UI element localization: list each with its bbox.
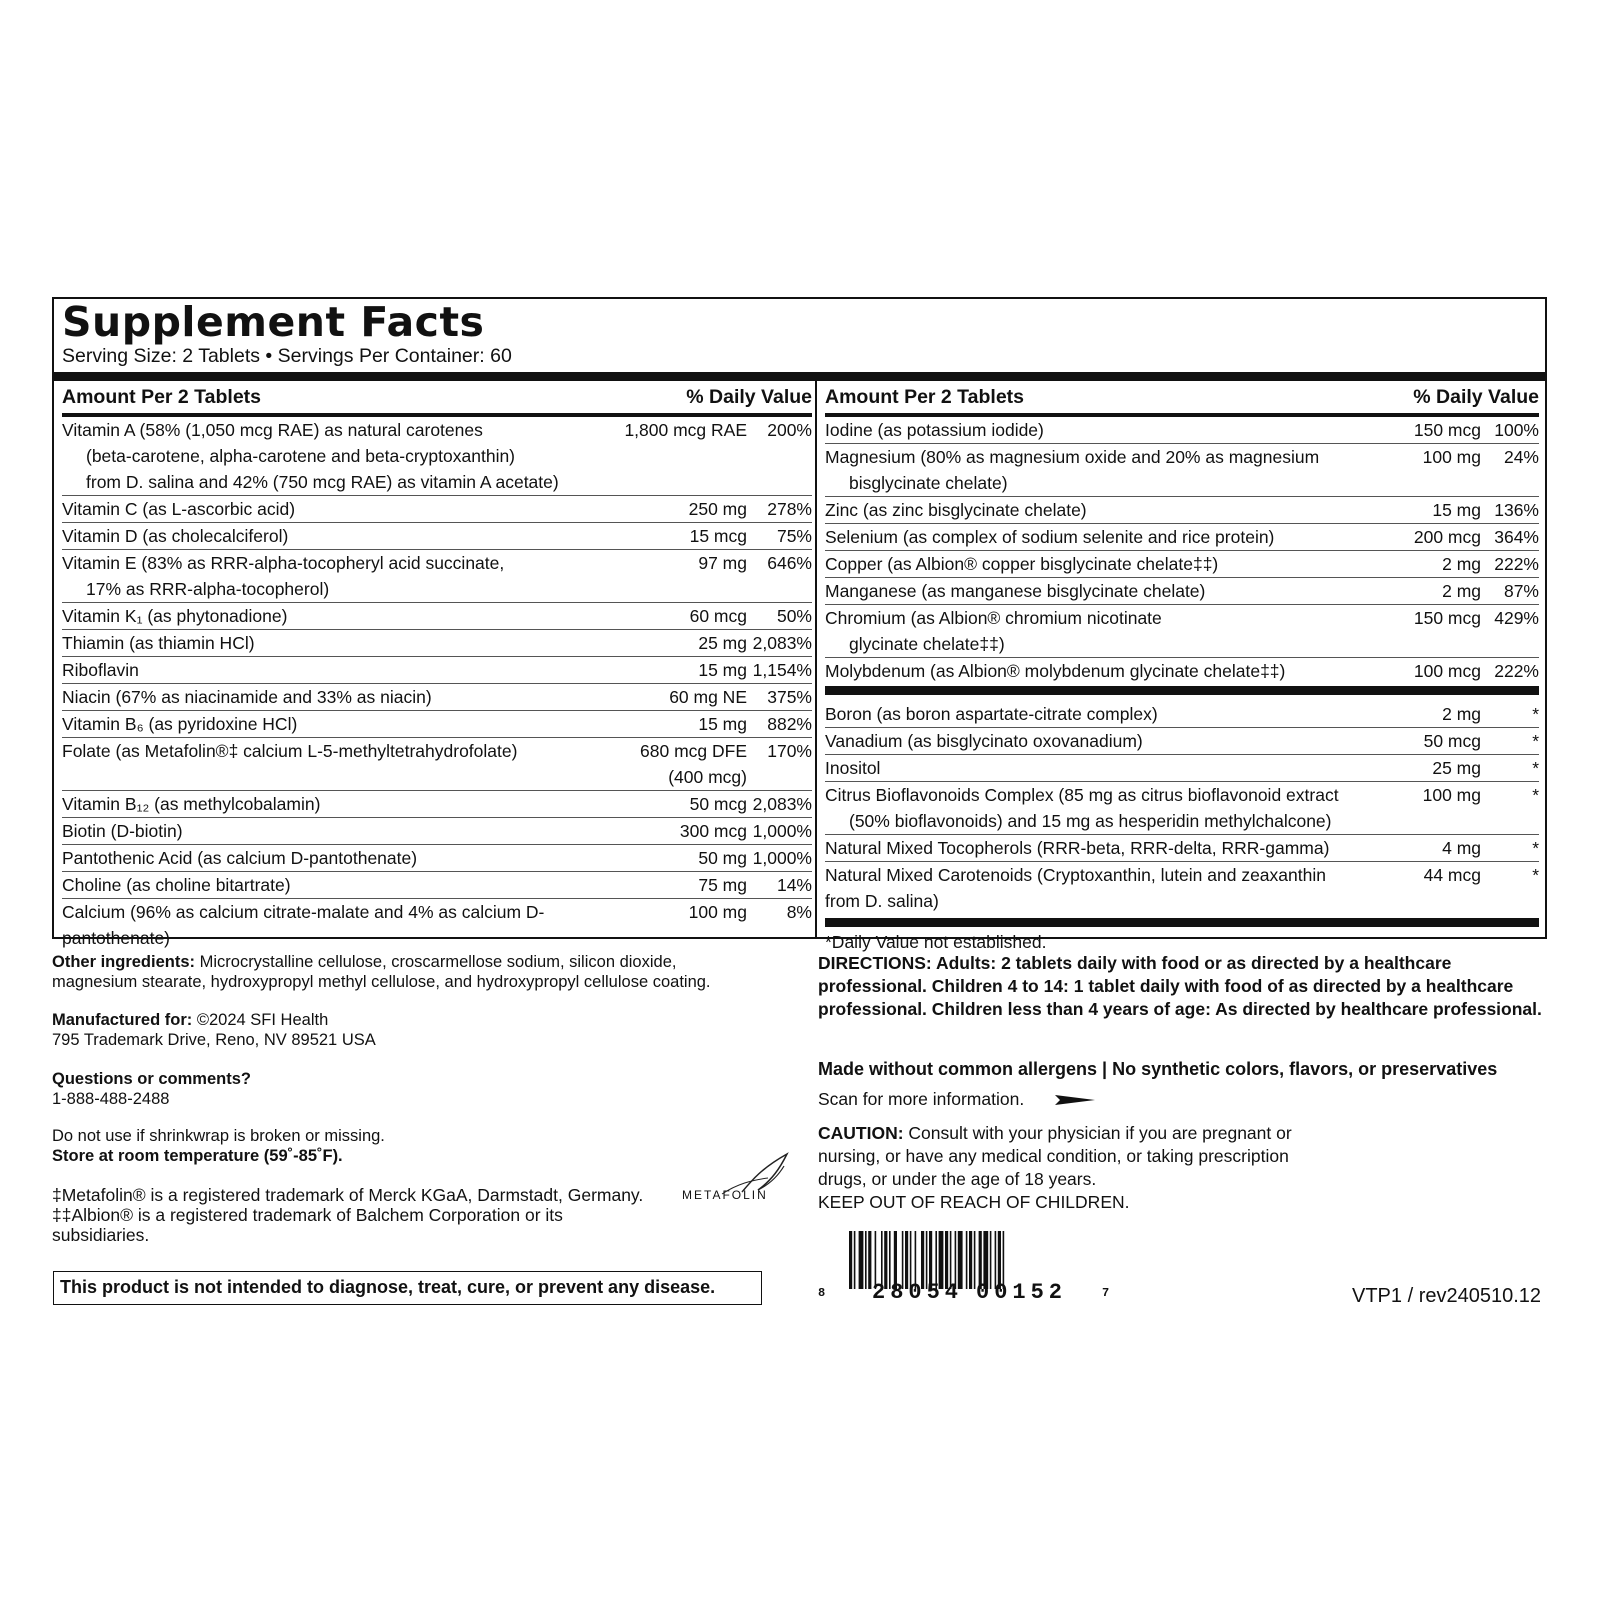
nutrient-name xyxy=(825,862,1351,914)
nutrient-amount: 50 mg xyxy=(698,848,747,868)
nutrient-daily-value: * xyxy=(1532,838,1539,858)
nutrient-name xyxy=(825,524,1351,550)
nutrient-name-line: Manganese (as manganese bisglycinate chelate) xyxy=(825,581,1206,601)
directions-line-3: professional. Children less than 4 years of age: As directed by healthcare professional. xyxy=(818,999,1542,1019)
trademark-line-2: ‡‡Albion® is a registered trademark of Balchem Corporation or its xyxy=(52,1205,563,1225)
manufacturer-name: ©2024 SFI Health xyxy=(196,1011,329,1029)
serving-info: Serving Size: 2 Tablets • Servings Per Container: 60 xyxy=(62,345,512,367)
nutrient-amount: 15 mcg xyxy=(689,526,747,546)
nutrient-daily-value: 170% xyxy=(767,741,812,761)
metafolin-logo-text: METAFOLIN xyxy=(682,1188,768,1202)
nutrient-amount: 100 mg xyxy=(1422,785,1481,805)
arrow-right-icon xyxy=(1055,1093,1095,1107)
nutrient-row xyxy=(825,658,1539,684)
nutrient-amount: 15 mg xyxy=(698,660,747,680)
nutrient-row xyxy=(62,496,812,523)
nutrient-name xyxy=(825,497,1351,523)
nutrient-name-line: Natural Mixed Tocopherols (RRR-beta, RRR-delta, RRR-gamma) xyxy=(825,838,1330,858)
nutrient-amount: 2 mg xyxy=(1442,554,1481,574)
thick-divider xyxy=(825,686,1539,695)
nutrient-amount: 100 mg xyxy=(688,902,747,922)
nutrient-name-line: Citrus Bioflavonoids Complex (85 mg as citrus bioflavonoid extract xyxy=(825,785,1339,805)
nutrient-name-line: Riboflavin xyxy=(62,660,139,680)
nutrient-daily-value: 75% xyxy=(776,526,812,546)
nutrient-amount: 50 mcg xyxy=(1423,731,1481,751)
caution-line-1: Consult with your physician if you are pregnant or xyxy=(908,1123,1292,1143)
nutrient-daily-value: 1,000% xyxy=(752,848,812,868)
nutrient-amount: 1,800 mcg RAE xyxy=(624,420,747,440)
nutrient-daily-value: 882% xyxy=(767,714,812,734)
nutrient-name xyxy=(62,657,607,683)
barcode-right-digit: 7 xyxy=(1102,1286,1110,1300)
nutrient-name-line: Magnesium (80% as magnesium oxide and 20% as magnesium xyxy=(825,447,1320,467)
nutrient-row xyxy=(825,578,1539,605)
nutrient-row xyxy=(825,755,1539,782)
nutrient-row xyxy=(62,818,812,845)
nutrient-daily-value: 222% xyxy=(1494,554,1539,574)
allergen-statement: Made without common allergens | No synthetic colors, flavors, or preservatives xyxy=(818,1059,1498,1079)
nutrient-row xyxy=(825,497,1539,524)
nutrient-row xyxy=(825,782,1539,835)
nutrient-row xyxy=(825,444,1539,497)
nutrient-name-line: Thiamin (as thiamin HCl) xyxy=(62,633,255,653)
nutrient-daily-value: 278% xyxy=(767,499,812,519)
nutrient-name xyxy=(62,711,607,737)
nutrient-name xyxy=(825,658,1351,684)
nutrient-name-line: Vitamin D (as cholecalciferol) xyxy=(62,526,289,546)
nutrient-amount: 97 mg xyxy=(698,553,747,573)
other-ingredients-label: Other ingredients: xyxy=(52,953,196,971)
nutrient-daily-value: 200% xyxy=(767,420,812,440)
nutrient-name xyxy=(62,899,607,951)
thick-divider xyxy=(825,918,1539,927)
nutrient-row xyxy=(62,523,812,550)
nutrient-amount: 150 mcg xyxy=(1413,420,1481,440)
nutrient-name xyxy=(62,684,607,710)
manufacturer-info xyxy=(52,1010,376,1050)
nutrient-row xyxy=(825,701,1539,728)
nutrient-name-line xyxy=(62,764,607,790)
nutrient-name xyxy=(62,818,607,844)
disclaimer-box: This product is not intended to diagnose, treat, cure, or prevent any disease. xyxy=(53,1271,762,1305)
directions-line-1: DIRECTIONS: Adults: 2 tablets daily with food or as directed by a healthcare xyxy=(818,953,1452,973)
nutrient-name-line: Vitamin B₆ (as pyridoxine HCl) xyxy=(62,714,298,734)
daily-value-label: % Daily Value xyxy=(1413,385,1539,408)
nutrient-name xyxy=(62,603,607,629)
other-ingredients-text: Microcrystalline cellulose, croscarmellose sodium, silicon dioxide, xyxy=(199,953,677,971)
daily-value-label: % Daily Value xyxy=(686,385,812,408)
caution-line-4: KEEP OUT OF REACH OF CHILDREN. xyxy=(818,1192,1130,1212)
phone-number: 1-888-488-2488 xyxy=(52,1090,170,1108)
nutrient-row xyxy=(825,862,1539,914)
nutrient-name xyxy=(62,738,607,790)
nutrient-name-line: Boron (as boron aspartate-citrate complex) xyxy=(825,704,1158,724)
nutrient-daily-value: 375% xyxy=(767,687,812,707)
nutrient-name xyxy=(62,523,607,549)
nutrient-row xyxy=(825,835,1539,862)
nutrient-daily-value: 14% xyxy=(776,875,812,895)
nutrient-amount: 100 mcg xyxy=(1413,661,1481,681)
nutrient-daily-value: 87% xyxy=(1503,581,1539,601)
thick-divider xyxy=(53,372,1546,381)
nutrient-row xyxy=(62,845,812,872)
manufacturer-label: Manufactured for: xyxy=(52,1011,193,1029)
scan-text: Scan for more information. xyxy=(818,1089,1025,1109)
nutrient-daily-value: * xyxy=(1532,758,1539,778)
nutrient-name-line: (50% bioflavonoids) and 15 mg as hesperidin methylchalcone) xyxy=(849,811,1332,831)
nutrient-name-line: bisglycinate chelate) xyxy=(849,473,1008,493)
nutrient-name xyxy=(825,605,1351,657)
nutrient-name-line: (beta-carotene, alpha-carotene and beta-cryptoxanthin) xyxy=(86,446,516,466)
other-ingredients xyxy=(52,952,812,992)
nutrient-amount: 25 mg xyxy=(1432,758,1481,778)
nutrient-name xyxy=(825,755,1351,781)
nutrient-name xyxy=(825,728,1351,754)
nutrient-amount: 200 mcg xyxy=(1413,527,1481,547)
nutrient-daily-value: 2,083% xyxy=(752,794,812,814)
nutrient-row xyxy=(825,605,1539,658)
nutrient-row xyxy=(62,711,812,738)
trademark-line-1: ‡Metafolin® is a registered trademark of Merck KGaA, Darmstadt, Germany. xyxy=(52,1185,644,1205)
nutrient-name-line: Calcium (96% as calcium citrate-malate and 4% as calcium D-pantothenate) xyxy=(62,902,545,948)
nutrient-row xyxy=(825,728,1539,755)
nutrient-name-line: Selenium (as complex of sodium selenite and rice protein) xyxy=(825,527,1275,547)
nutrient-name-line: Vitamin A (58% (1,050 mcg RAE) as natural carotenes xyxy=(62,420,483,440)
nutrient-amount: 300 mcg xyxy=(679,821,747,841)
left-nutrient-list xyxy=(62,417,812,951)
nutrient-name xyxy=(62,845,607,871)
nutrient-row xyxy=(62,603,812,630)
nutrient-amount: 44 mcg xyxy=(1423,865,1481,885)
nutrient-amount: 150 mcg xyxy=(1413,608,1481,628)
nutrient-row xyxy=(62,791,812,818)
facts-right-column xyxy=(825,381,1539,955)
nutrient-name-line: Chromium (as Albion® chromium nicotinate xyxy=(825,608,1162,628)
nutrient-amount: 2 mg xyxy=(1442,581,1481,601)
nutrient-name-line: Biotin (D-biotin) xyxy=(62,821,183,841)
nutrient-amount: 50 mcg xyxy=(689,794,747,814)
barcode-left-digit: 8 xyxy=(818,1286,826,1300)
storage-info xyxy=(52,1126,385,1166)
caution-line-3: drugs, or under the age of 18 years. xyxy=(818,1169,1097,1189)
nutrient-amount: 75 mg xyxy=(698,875,747,895)
barcode-group-2: 00152 xyxy=(976,1280,1068,1305)
nutrient-name-line: Vitamin K₁ (as phytonadione) xyxy=(62,606,288,626)
nutrient-name-line: Choline (as choline bitartrate) xyxy=(62,875,291,895)
nutrient-daily-value: 8% xyxy=(786,902,812,922)
nutrient-name xyxy=(62,872,607,898)
nutrient-name-line: Copper (as Albion® copper bisglycinate chelate‡‡) xyxy=(825,554,1219,574)
nutrient-name xyxy=(825,444,1351,496)
nutrient-name-line: Pantothenic Acid (as calcium D-pantothenate) xyxy=(62,848,418,868)
nutrient-name-line: Inositol xyxy=(825,758,881,778)
nutrient-daily-value: 364% xyxy=(1494,527,1539,547)
nutrient-amount: 15 mg xyxy=(698,714,747,734)
nutrient-daily-value: 24% xyxy=(1503,447,1539,467)
nutrient-row xyxy=(825,524,1539,551)
nutrient-row xyxy=(62,684,812,711)
nutrient-row xyxy=(62,872,812,899)
nutrient-name-line: Niacin (67% as niacinamide and 33% as niacin) xyxy=(62,687,432,707)
nutrient-daily-value: 100% xyxy=(1494,420,1539,440)
nutrient-daily-value: * xyxy=(1532,865,1539,885)
trademark-line-3: subsidiaries. xyxy=(52,1225,150,1245)
nutrient-name-line: glycinate chelate‡‡) xyxy=(849,634,1005,654)
nutrient-daily-value: 50% xyxy=(776,606,812,626)
nutrient-amount: 4 mg xyxy=(1442,838,1481,858)
column-divider xyxy=(815,381,817,938)
right-column-header xyxy=(825,381,1539,417)
nutrient-row xyxy=(62,550,812,603)
nutrient-name-line: Vitamin C (as L-ascorbic acid) xyxy=(62,499,296,519)
nutrient-amount: 25 mg xyxy=(698,633,747,653)
right-nutrient-list-2 xyxy=(825,701,1539,914)
nutrient-name xyxy=(62,550,607,602)
nutrient-row xyxy=(62,630,812,657)
facts-left-column xyxy=(62,381,812,951)
metafolin-logo xyxy=(682,1150,792,1210)
caution-line-2: nursing, or have any medical condition, or taking prescription xyxy=(818,1146,1289,1166)
questions-label: Questions or comments? xyxy=(52,1070,251,1088)
caution xyxy=(818,1122,1292,1214)
right-nutrient-list xyxy=(825,417,1539,684)
nutrient-daily-value: * xyxy=(1532,704,1539,724)
nutrient-name xyxy=(825,782,1351,834)
nutrient-row xyxy=(62,899,812,951)
nutrient-name-line: Vitamin B₁₂ (as methylcobalamin) xyxy=(62,794,321,814)
caution-label: CAUTION: xyxy=(818,1123,904,1143)
nutrient-daily-value: * xyxy=(1532,731,1539,751)
nutrient-name xyxy=(62,417,607,495)
nutrient-name-line: Molybdenum (as Albion® molybdenum glycinate chelate‡‡) xyxy=(825,661,1286,681)
other-ingredients-text-2: magnesium stearate, hydroxypropyl methyl cellulose, and hydroxypropyl cellulose coating. xyxy=(52,973,711,991)
nutrient-name xyxy=(825,578,1351,604)
nutrient-daily-value: 646% xyxy=(767,553,812,573)
nutrient-name-line: Natural Mixed Carotenoids (Cryptoxanthin, lutein and zeaxanthin from D. salina) xyxy=(825,865,1326,911)
left-column-header xyxy=(62,381,812,417)
daily-value-note: *Daily Value not established. xyxy=(825,932,1047,952)
trademark-notes xyxy=(52,1185,643,1245)
nutrient-daily-value: * xyxy=(1532,785,1539,805)
scan-prompt xyxy=(818,1088,1095,1111)
nutrient-name-line: Vanadium (as bisglycinato oxovanadium) xyxy=(825,731,1143,751)
directions xyxy=(818,952,1542,1021)
nutrient-name xyxy=(62,791,607,817)
nutrient-amount: 60 mg NE xyxy=(669,687,747,707)
nutrient-name xyxy=(825,551,1351,577)
nutrient-amount: 100 mg xyxy=(1422,447,1481,467)
nutrient-name-line: Zinc (as zinc bisglycinate chelate) xyxy=(825,500,1087,520)
amount-per-label: Amount Per 2 Tablets xyxy=(825,385,1025,408)
nutrient-name-line: from D. salina and 42% (750 mcg RAE) as vitamin A acetate) xyxy=(86,472,559,492)
nutrient-name-line: Folate (as Metafolin®‡ calcium L-5-methyltetrahydrofolate) xyxy=(62,741,518,761)
directions-line-2: professional. Children 4 to 14: 1 tablet daily with food of as directed by a healthcare xyxy=(818,976,1514,996)
nutrient-name xyxy=(825,417,1351,443)
nutrient-amount: 680 mcg DFE (400 mcg) xyxy=(640,741,747,787)
nutrient-row xyxy=(825,551,1539,578)
nutrient-amount: 2 mg xyxy=(1442,704,1481,724)
nutrient-row xyxy=(62,417,812,496)
nutrient-name-line: Iodine (as potassium iodide) xyxy=(825,420,1044,440)
nutrient-name xyxy=(62,496,607,522)
nutrient-daily-value: 1,000% xyxy=(752,821,812,841)
nutrient-name xyxy=(62,630,607,656)
nutrient-name-line: 17% as RRR-alpha-tocopherol) xyxy=(86,579,330,599)
nutrient-amount: 250 mg xyxy=(688,499,747,519)
manufacturer-address: 795 Trademark Drive, Reno, NV 89521 USA xyxy=(52,1031,376,1049)
amount-per-label: Amount Per 2 Tablets xyxy=(62,385,262,408)
nutrient-daily-value: 222% xyxy=(1494,661,1539,681)
nutrient-daily-value: 1,154% xyxy=(752,660,812,680)
storage-instructions: Store at room temperature (59˚-85˚F). xyxy=(52,1147,343,1165)
nutrient-amount: 60 mcg xyxy=(689,606,747,626)
nutrient-amount: 15 mg xyxy=(1432,500,1481,520)
questions-info xyxy=(52,1069,251,1109)
nutrient-daily-value: 2,083% xyxy=(752,633,812,653)
barcode-group-1: 28054 xyxy=(872,1280,964,1305)
nutrient-name xyxy=(825,835,1351,861)
nutrient-row xyxy=(825,417,1539,444)
nutrient-row xyxy=(62,657,812,684)
nutrient-daily-value: 429% xyxy=(1494,608,1539,628)
version-code: VTP1 / rev240510.12 xyxy=(1352,1285,1542,1307)
shrinkwrap-warning: Do not use if shrinkwrap is broken or missing. xyxy=(52,1127,385,1145)
facts-title: Supplement Facts xyxy=(62,298,485,346)
nutrient-name xyxy=(825,701,1351,727)
nutrient-daily-value: 136% xyxy=(1494,500,1539,520)
nutrient-row xyxy=(62,738,812,791)
nutrient-name-line: Vitamin E (83% as RRR-alpha-tocopheryl acid succinate, xyxy=(62,553,505,573)
